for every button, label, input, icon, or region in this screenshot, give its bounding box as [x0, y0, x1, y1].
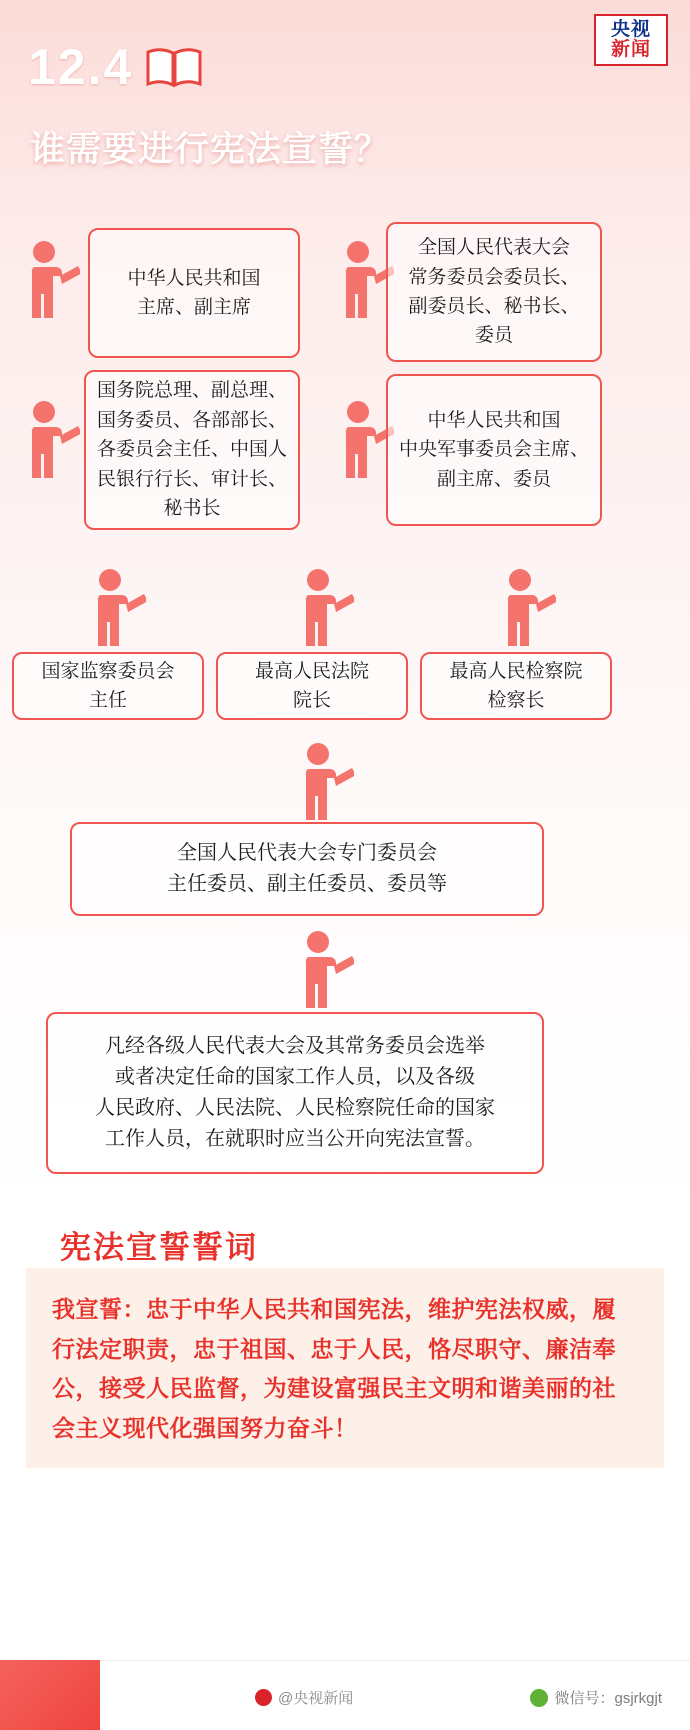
- role-box-state-council: 国务院总理、副总理、 国务委员、各部部长、 各委员会主任、中国人 民银行行长、审计长、 秘书长: [84, 370, 300, 530]
- role-box-npc-special-committees: 全国人民代表大会专门委员会 主任委员、副主任委员、委员等: [70, 822, 544, 916]
- footer-accent-strip: [0, 1660, 100, 1730]
- role-box-supreme-procuratorate: 最高人民检察院 检察长: [420, 652, 612, 720]
- oath-card: [26, 1268, 664, 1468]
- role-box-president: 中华人民共和国 主席、副主席: [88, 228, 300, 358]
- person-raising-hand-icon: [290, 568, 354, 646]
- badge-line-1: 央视: [610, 19, 651, 41]
- footer: [0, 1660, 690, 1730]
- role-box-supervisory-commission: 国家监察委员会 主任: [12, 652, 204, 720]
- oath-text: 我宣誓：忠于中华人民共和国宪法，维护宪法权威，履行法定职责，忠于祖国、忠于人民，恪尽职守、廉洁奉公，接受人民监督，为建设富强民主文明和谐美丽的社会主义现代化强国努力奋斗！: [52, 1297, 616, 1441]
- weibo-handle[interactable]: [255, 1687, 353, 1708]
- person-raising-hand-icon: [290, 930, 354, 1008]
- page-title: 谁需要进行宪法宣誓？: [30, 130, 391, 169]
- person-raising-hand-icon: [492, 568, 556, 646]
- person-raising-hand-icon: [82, 568, 146, 646]
- date-label: 12.4: [28, 39, 134, 95]
- wechat-handle-label: 微信号：gsjrkgjt: [554, 1690, 662, 1707]
- role-box-supreme-court: 最高人民法院 院长: [216, 652, 408, 720]
- role-box-central-military-commission: 中华人民共和国 中央军事委员会主席、 副主席、委员: [386, 374, 602, 526]
- oath-section-title: 宪法宣誓誓词: [60, 1230, 258, 1265]
- wechat-icon: [530, 1689, 548, 1707]
- person-raising-hand-icon: [290, 742, 354, 820]
- weibo-handle-label: @央视新闻: [278, 1690, 354, 1707]
- wechat-handle[interactable]: [530, 1687, 662, 1708]
- person-raising-hand-icon: [16, 400, 80, 478]
- open-book-icon: [145, 46, 203, 88]
- person-raising-hand-icon: [330, 400, 394, 478]
- role-box-all-appointed-officials: 凡经各级人民代表大会及其常务委员会选举 或者决定任命的国家工作人员，以及各级 人民政府、人民法院、人民检察院任命的国家 工作人员，在就职时应当公开向宪法宣誓。: [46, 1012, 544, 1174]
- person-raising-hand-icon: [16, 240, 80, 318]
- role-box-npc-standing-committee: 全国人民代表大会 常务委员会委员长、 副委员长、秘书长、 委员: [386, 222, 602, 362]
- weibo-icon: [255, 1689, 272, 1706]
- badge-line-2: 新闻: [610, 39, 651, 60]
- person-raising-hand-icon: [330, 240, 394, 318]
- date-row: [28, 38, 203, 96]
- cctv-news-badge: [594, 14, 668, 66]
